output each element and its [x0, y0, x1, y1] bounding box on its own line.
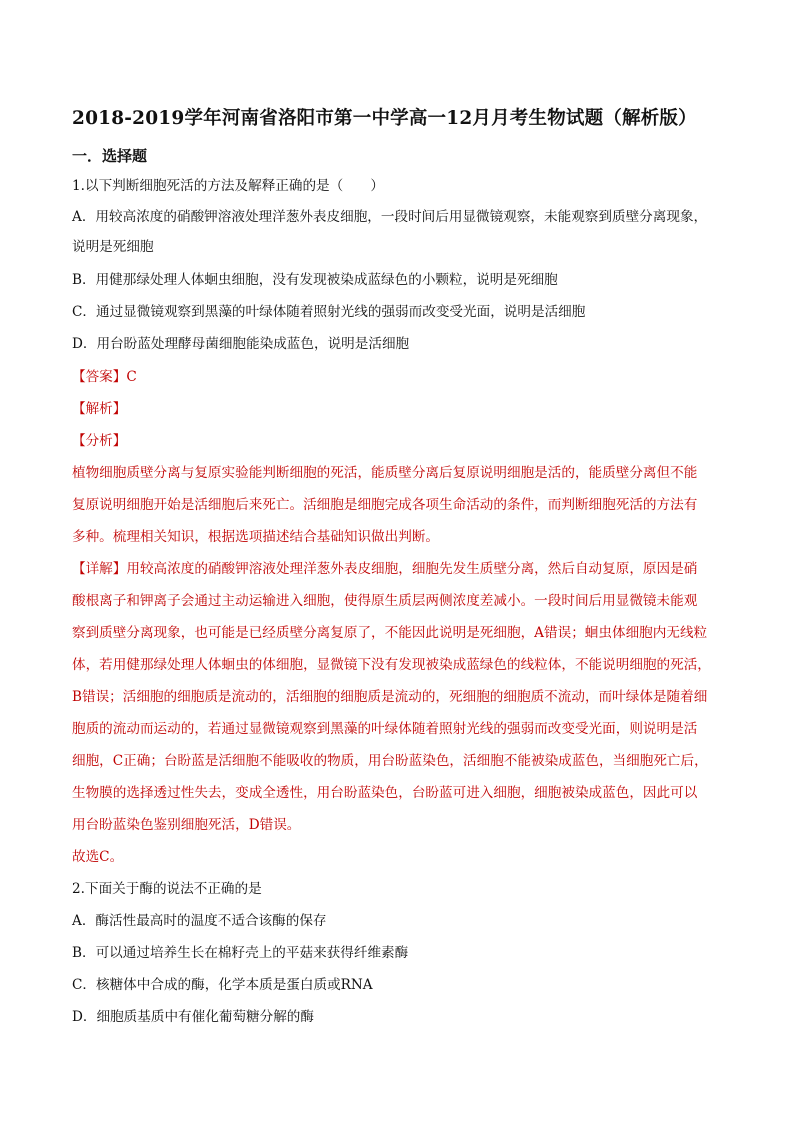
- question-1-option-a-cont: 说明是死细胞: [72, 239, 154, 255]
- detail-line-6: 胞质的流动而运动的，若通过显微镜观察到黑藻的叶绿体随着照射光线的强弱而改变受光面，则说明是活: [72, 721, 698, 737]
- question-2-option-d: D．细胞质基质中有催化葡萄糖分解的酶: [72, 1009, 314, 1025]
- detail-line-2: 酸根离子和钾离子会通过主动运输进入细胞，使得原生质层两侧浓度差减小。一段时间后用显微镜未能观: [72, 593, 698, 609]
- fenxi-tag: 【分析】: [72, 433, 127, 449]
- section-heading: 一．选择题: [72, 147, 148, 165]
- question-1-stem: 1.以下判断细胞死活的方法及解释正确的是（ ）: [72, 178, 385, 194]
- answer-line: [72, 368, 728, 386]
- question-1-option-a: A．用较高浓度的硝酸钾溶液处理洋葱外表皮细胞，一段时间后用显微镜观察，未能观察到质壁分离现象，: [72, 209, 708, 225]
- question-1-option-c: C．通过显微镜观察到黑藻的叶绿体随着照射光线的强弱而改变受光面，说明是活细胞: [72, 304, 586, 320]
- detail-line-1: [72, 560, 728, 578]
- detail-line-4: 体，若用健那绿处理人体蛔虫的体细胞，显微镜下没有发现被染成蓝绿色的线粒体，不能说明细胞的死活，: [72, 657, 711, 673]
- question-2-option-a: A．酶活性最高时的温度不适合该酶的保存: [72, 913, 327, 929]
- question-2-option-c: C．核糖体中合成的酶，化学本质是蛋白质或RNA: [72, 977, 373, 993]
- question-2-option-b: B．可以通过培养生长在棉籽壳上的平菇来获得纤维素酶: [72, 945, 409, 961]
- answer-value: C: [126, 369, 137, 385]
- question-1-option-b: B．用健那绿处理人体蛔虫细胞，没有发现被染成蓝绿色的小颗粒，说明是死细胞: [72, 272, 558, 288]
- detail-line-9: 用台盼蓝染色鉴别细胞死活，D错误。: [72, 817, 301, 833]
- detail-line-3: 察到质壁分离现象，也可能是已经质壁分离复原了，不能因此说明是死细胞，A错误；蛔虫体细胞内无线粒: [72, 625, 708, 641]
- question-1-option-d: D．用台盼蓝处理酵母菌细胞能染成蓝色，说明是活细胞: [72, 336, 410, 352]
- jiexi-tag: 【解析】: [72, 401, 127, 417]
- question-2-stem: 2.下面关于酶的说法不正确的是: [72, 881, 262, 897]
- answer-tag: 【答案】: [72, 369, 127, 385]
- analysis-line-3: 多种。梳理相关知识，根据选项描述结合基础知识做出判断。: [72, 529, 440, 545]
- detail-tag: 【详解】: [72, 561, 127, 577]
- detail-line-7: 细胞，C正确；台盼蓝是活细胞不能吸收的物质，用台盼蓝染色，活细胞不能被染成蓝色，当细胞死亡后，: [72, 753, 708, 769]
- analysis-line-2: 复原说明细胞开始是活细胞后来死亡。活细胞是细胞完成各项生命活动的条件，而判断细胞死活的方法有: [72, 497, 698, 513]
- detail-line-8: 生物膜的选择透过性失去，变成全透性，用台盼蓝染色，台盼蓝可进入细胞，细胞被染成蓝色，因此可以: [72, 785, 698, 801]
- document-title: 2018-2019学年河南省洛阳市第一中学高一12月月考生物试题（解析版）: [72, 108, 697, 129]
- analysis-line-1: 植物细胞质壁分离与复原实验能判断细胞的死活，能质壁分离后复原说明细胞是活的，能质壁分离但不能: [72, 465, 698, 481]
- detail-first-text: 用较高浓度的硝酸钾溶液处理洋葱外表皮细胞，细胞先发生质壁分离，然后自动复原，原因是硝: [126, 561, 698, 577]
- detail-line-5: B错误；活细胞的细胞质是流动的，活细胞的细胞质是流动的，死细胞的细胞质不流动，而叶绿体是随着细: [72, 689, 708, 705]
- conclusion: 故选C。: [72, 849, 124, 865]
